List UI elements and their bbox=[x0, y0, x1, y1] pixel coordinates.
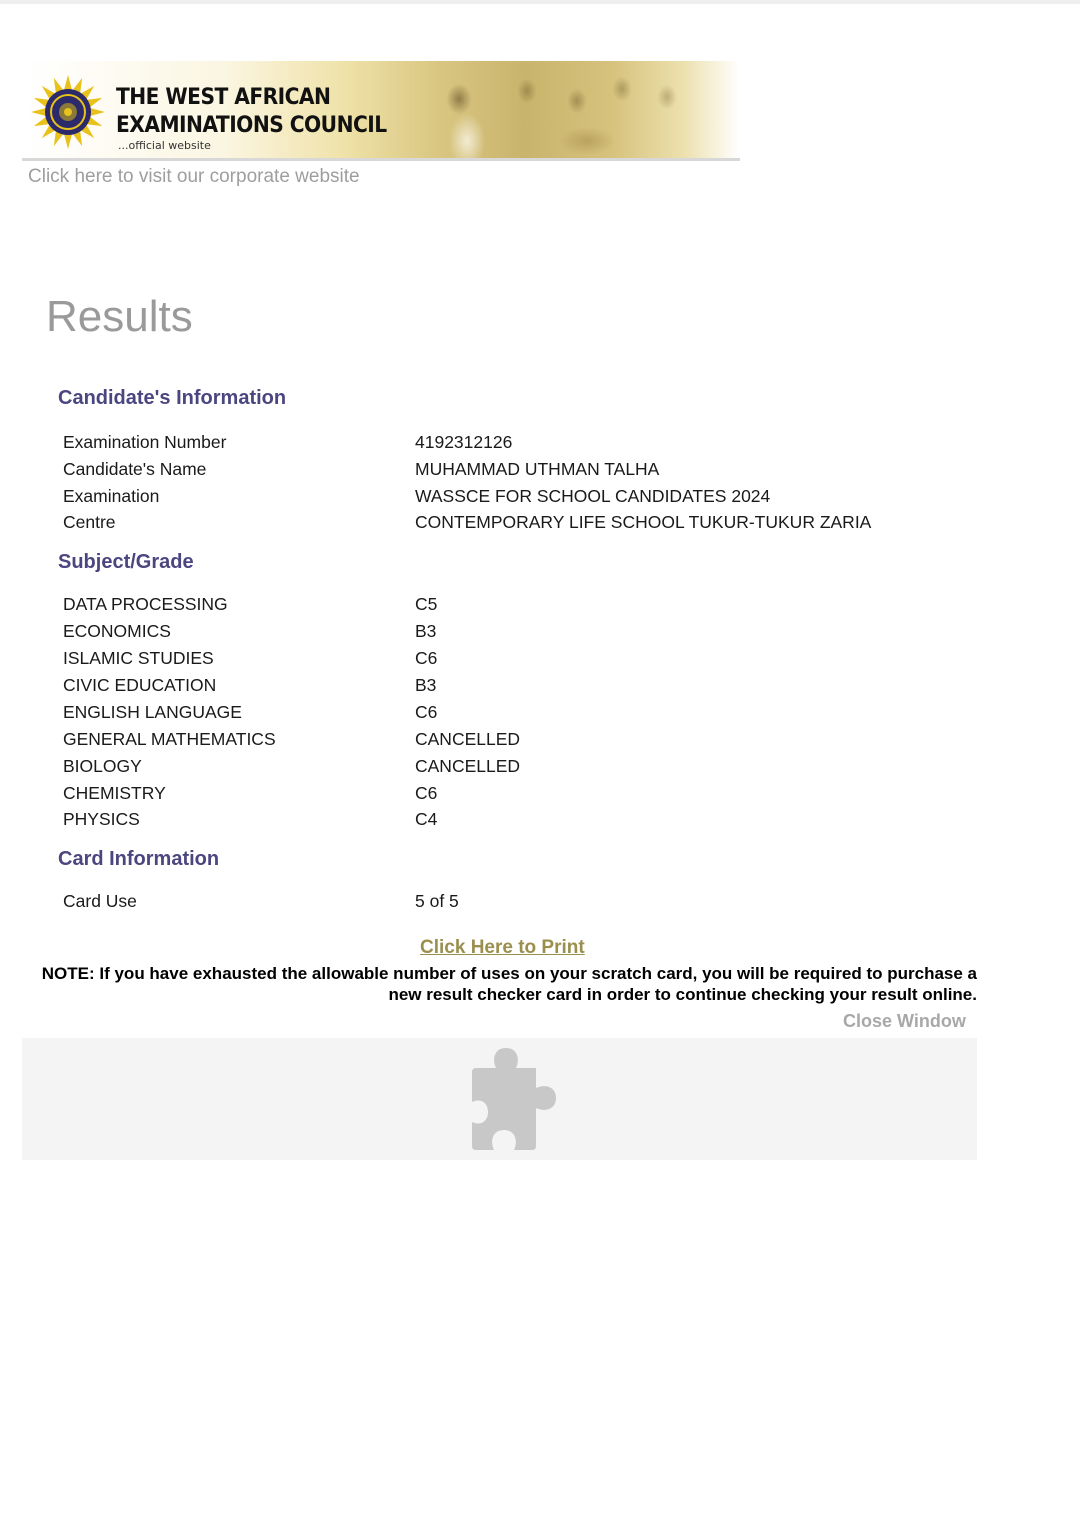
corporate-website-link[interactable]: Click here to visit our corporate website bbox=[28, 166, 360, 187]
banner-divider bbox=[22, 158, 740, 161]
subject-name: CHEMISTRY bbox=[63, 783, 166, 803]
top-rule bbox=[0, 0, 1080, 4]
logo-title bbox=[116, 84, 387, 140]
subject-name: ECONOMICS bbox=[63, 621, 171, 641]
row-label: Examination Number bbox=[63, 432, 227, 452]
row-value: CONTEMPORARY LIFE SCHOOL TUKUR-TUKUR ZARIA bbox=[415, 512, 872, 532]
subject-name: ISLAMIC STUDIES bbox=[63, 648, 214, 668]
subject-grade: B3 bbox=[415, 675, 437, 695]
logo-title-line1: THE WEST AFRICAN bbox=[116, 85, 331, 110]
row-label: Centre bbox=[63, 512, 116, 532]
subject-grade: C6 bbox=[415, 783, 438, 803]
candidate-info-heading: Candidate's Information bbox=[58, 387, 287, 409]
row-label: Examination bbox=[63, 486, 160, 506]
waec-emblem-icon bbox=[30, 74, 106, 150]
subject-name: DATA PROCESSING bbox=[63, 594, 228, 614]
subject-grade-heading: Subject/Grade bbox=[58, 551, 194, 573]
close-window-link[interactable]: Close Window bbox=[843, 1011, 966, 1031]
subject-grade: CANCELLED bbox=[415, 756, 521, 776]
subject-grade: B3 bbox=[415, 621, 437, 641]
subject-name: GENERAL MATHEMATICS bbox=[63, 729, 276, 749]
row-value: 5 of 5 bbox=[415, 891, 459, 911]
subject-name: CIVIC EDUCATION bbox=[63, 675, 217, 695]
note-line-1: NOTE: If you have exhausted the allowable number of uses on your scratch card, you will be required to purchase a bbox=[41, 964, 977, 983]
card-info-heading: Card Information bbox=[58, 848, 220, 870]
note-line-2: new result checker card in order to continue checking your result online. bbox=[388, 985, 977, 1004]
row-value: WASSCE FOR SCHOOL CANDIDATES 2024 bbox=[415, 486, 771, 506]
puzzle-piece-icon bbox=[448, 1042, 558, 1152]
subject-grade: C4 bbox=[415, 809, 438, 829]
row-label: Card Use bbox=[63, 891, 137, 911]
subject-name: BIOLOGY bbox=[63, 756, 142, 776]
subject-grade: C6 bbox=[415, 648, 438, 668]
subject-name: PHYSICS bbox=[63, 809, 140, 829]
subject-grade: C5 bbox=[415, 594, 438, 614]
subject-name: ENGLISH LANGUAGE bbox=[63, 702, 242, 722]
logo-tagline: ...official website bbox=[118, 139, 211, 152]
scratch-card-note bbox=[40, 963, 977, 1005]
row-value: MUHAMMAD UTHMAN TALHA bbox=[415, 459, 660, 479]
missing-plugin-placeholder[interactable] bbox=[22, 1038, 977, 1160]
logo-title-line2: EXAMINATIONS COUNCIL bbox=[116, 113, 387, 138]
page-title: Results bbox=[46, 292, 193, 341]
row-value: 4192312126 bbox=[415, 432, 513, 452]
banner-photo bbox=[407, 61, 740, 159]
subject-grade: CANCELLED bbox=[415, 729, 521, 749]
row-label: Candidate's Name bbox=[63, 459, 207, 479]
subject-grade: C6 bbox=[415, 702, 438, 722]
print-link[interactable]: Click Here to Print bbox=[420, 937, 585, 958]
